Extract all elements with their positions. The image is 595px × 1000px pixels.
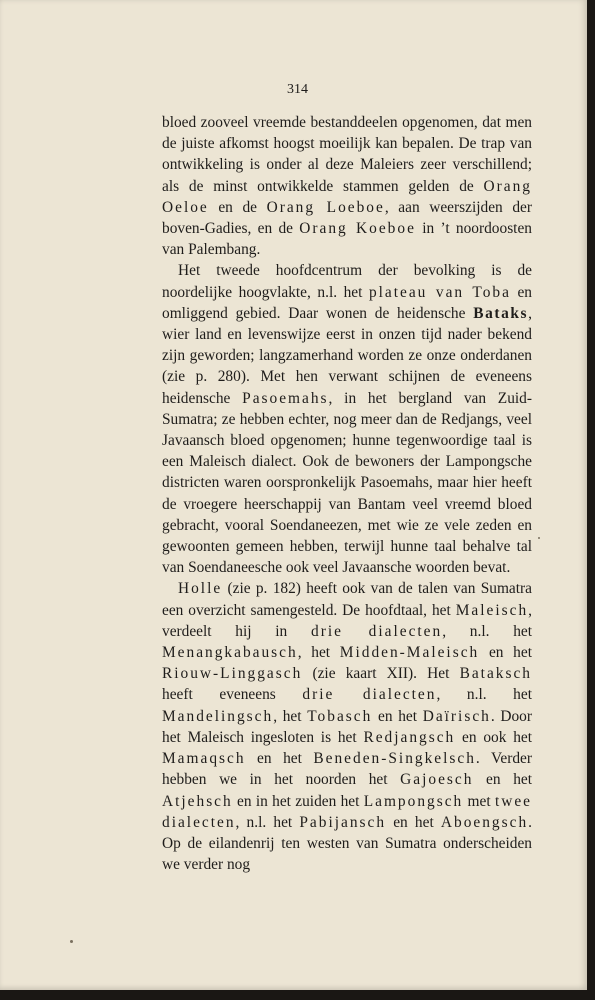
text-run: en het — [245, 750, 314, 768]
paper-speck — [538, 537, 540, 539]
emphasized-term: Holle — [178, 580, 223, 598]
emphasized-term: Bataksch — [459, 665, 532, 683]
emphasized-term: Tobasch — [307, 707, 373, 725]
text-run: heeft eveneens — [162, 686, 303, 704]
text-run: , n.l. het — [235, 813, 300, 831]
emphasized-term: Daïrisch — [422, 707, 491, 725]
emphasized-term: Orang Loeboe — [266, 198, 385, 216]
emphasized-term: plateau van Toba — [368, 283, 511, 301]
text-run: , aan weerszijden der boven-Gadies, en de — [162, 198, 532, 238]
text-run: in ’t noordoosten van Palembang. — [162, 220, 532, 259]
emphasized-term: Atjehsch — [162, 792, 233, 810]
emphasized-term: Lampongsch — [363, 792, 464, 810]
emphasized-term: Midden-Maleisch — [339, 644, 480, 662]
text-run: Het tweede hoofdcentrum der bevolking is de noordelijke hoogvlakte, n.l. het — [162, 262, 532, 301]
page-number: 314 — [287, 82, 308, 97]
emphasized-term: Pasoemahs — [242, 389, 329, 407]
emphasized-term: Riouw-Linggasch — [162, 665, 303, 683]
text-run: met — [463, 792, 495, 810]
emphasized-term: Gajoesch — [400, 771, 474, 789]
paragraph-2 — [162, 260, 532, 578]
emphasized-term: Mandelingsch — [162, 707, 274, 725]
emphasized-term: Redjangsch — [363, 728, 456, 746]
text-run: en de — [208, 198, 267, 216]
text-run: en in het zuiden het — [232, 792, 364, 810]
emphasized-term: drie dialecten — [311, 622, 443, 640]
text-run: (zie kaart XII). Het — [302, 665, 460, 683]
text-run: en het — [473, 771, 533, 789]
text-run: en omliggend gebied. Daar wonen de heidensche — [162, 283, 532, 322]
text-run: , in het bergland van Zuid-Sumatra; ze hebben echter, nog meer dan de Redjangs, veel Javaansch bloed opgenomen; hunne tegenwoordige taal is een Maleisch dialect. Ook de bewoners der Lampongsche districten waren oorspronkelijk Pasoemahs, maar hier heeft de vroegere heerschappij van Bantam veel vreemd bloed gebracht, vooral Soendaneezen, met wie ze vele zeden en gewoonten gemeen hebben, terwijl hunne taal behalve tal van Soendaneesche ook veel Javaansche woorden bevat. — [162, 389, 532, 577]
text-run: , wier land en levenswijze eerst in onzen tijd nader bekend zijn geworden; langzamerhand worden ze onze onderdanen (zie p. 280). Met hen verwant schijnen de eveneens heidensche — [162, 304, 532, 407]
text-run: en het — [479, 644, 532, 662]
emphasized-term: Orang Oeloe — [162, 177, 532, 216]
text-run: , het — [297, 644, 340, 662]
text-run: . Op de eilandenrij ten westen van Sumatra onderscheiden we verder nog — [162, 813, 532, 874]
emphasized-term: Pabijansch — [299, 813, 387, 831]
paragraph-1 — [162, 112, 532, 260]
text-run: , het — [273, 707, 308, 725]
paragraph-3 — [162, 578, 532, 875]
emphasized-term: Mamaqsch — [162, 750, 246, 768]
text-run: bloed zooveel vreemde bestanddeelen opgenomen, dat men de juiste afkomst hoogst moeilijk kan bepalen. De trap van ontwikkeling is onder al deze Maleiers zeer verschillend; als de minst ontwikkelde stammen gelden de — [162, 114, 532, 195]
text-run: , n.l. het — [442, 622, 533, 640]
paper-speck — [70, 940, 73, 943]
text-run: , verdeelt hij in — [162, 601, 532, 640]
text-run: en het — [372, 707, 423, 725]
text-run: , n.l. het — [436, 686, 532, 704]
emphasized-term: Aboengsch — [440, 813, 529, 831]
text-run: (zie p. 182) heeft ook van de talen van Sumatra een overzicht samengesteld. De hoofdtaal, het — [162, 580, 532, 619]
emphasized-term: drie dialecten — [302, 686, 437, 704]
emphasized-term: Orang Koeboe — [299, 220, 416, 238]
text-run: en het — [386, 813, 441, 831]
emphasized-term: Menangkabausch — [162, 644, 298, 662]
emphasized-term: Maleisch — [455, 601, 529, 619]
text-run: . Door het Maleisch ingesloten is het — [162, 707, 533, 746]
emphasized-term: twee dialecten — [162, 792, 532, 831]
emphasized-term: Beneden-Singkelsch — [313, 750, 476, 768]
emphasized-term: Bataks — [473, 304, 529, 322]
text-run: en ook het — [455, 728, 532, 746]
body-text — [162, 112, 532, 875]
text-run: . Verder hebben we in het noorden het — [162, 750, 532, 789]
